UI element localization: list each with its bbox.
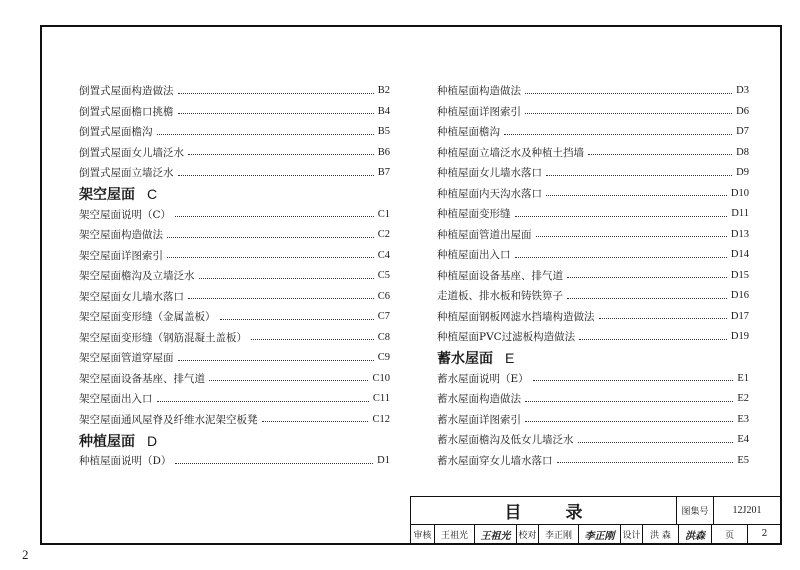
toc-entry[interactable] [437,389,749,410]
toc-entry[interactable] [437,204,749,225]
toc-entry-page: D17 [730,310,749,322]
section-title: 种植屋面 [79,433,135,450]
toc-entry[interactable] [437,307,749,328]
toc-entry-page: B2 [377,85,390,96]
toc-entry[interactable] [437,451,749,472]
dot-leader [588,154,732,155]
toc-entry-title: 种植屋面设备基座、排气道 [437,269,563,282]
toc-entry-title: 走道板、排水板和铸铁箅子 [437,290,563,302]
dot-leader [178,93,374,94]
dot-leader [599,318,727,319]
toc-entry-title: 种植屋面PVC过滤板构造做法 [437,331,576,343]
section-title: 蓄水屋面 [437,351,493,367]
toc-entry-title: 种植屋面说明（D） [79,455,172,467]
toc-entry-page: D8 [736,146,749,158]
toc-entry-page: D13 [730,228,749,240]
toc-entry-title: 架空屋面构造做法 [79,229,163,241]
dot-leader [167,237,374,238]
dot-leader [178,360,374,361]
toc-entry-title: 种植屋面管道出屋面 [437,228,532,241]
atlas-number: 12J201 [732,505,762,516]
document-title: 目录 [504,503,627,523]
toc-entry-title: 倒置式屋面檐沟 [79,126,153,138]
dot-leader [525,113,732,114]
dot-leader [567,277,727,278]
toc-entry-title: 蓄水屋面说明（E） [437,372,529,385]
toc-entry[interactable] [79,205,390,226]
dot-leader [567,298,727,299]
toc-entry-page: B6 [377,146,390,158]
toc-entry-page: C11 [372,393,390,404]
toc-entry-title: 种植屋面详图索引 [437,105,521,118]
toc-entry[interactable] [79,163,390,184]
toc-entry[interactable] [79,348,390,369]
section-code: C [147,186,158,202]
toc-entry-page: C5 [377,270,390,281]
toc-entry[interactable] [79,81,390,102]
toc-entry-page: E4 [737,434,749,445]
toc-entry-page: C12 [372,413,390,425]
toc-entry-title: 种植屋面女儿墙水落口 [437,167,542,179]
toc-entry-title: 种植屋面檐沟 [437,126,500,138]
dot-leader [515,216,728,217]
toc-entry-title: 蓄水屋面详图索引 [437,413,521,426]
toc-entry[interactable] [79,410,390,431]
page-number: 2 [22,547,29,562]
page-value: 2 [761,529,768,539]
review-label: 审核 [411,524,435,544]
dot-leader [178,113,374,114]
toc-entry-page: E5 [737,454,749,466]
toc-entry-title: 种植屋面钢板网滤水挡墙构造做法 [437,310,595,323]
toc-entry[interactable] [437,410,749,431]
section-heading [79,184,390,205]
check-label: 校对 [517,524,539,544]
dot-leader [262,421,369,422]
toc-entry[interactable] [79,122,390,143]
toc-entry-title: 倒置式屋面构造做法 [79,85,174,97]
toc-entry-page: D14 [730,249,749,260]
dot-leader [157,134,374,135]
toc-entry-title: 种植屋面变形缝 [437,208,511,220]
toc-entry[interactable] [437,225,749,246]
toc-entry[interactable] [79,451,390,472]
toc-entry-page: D6 [736,105,749,117]
toc-entry-page: E2 [737,393,749,404]
toc-entry-page: D3 [736,85,749,96]
toc-entry-title: 倒置式屋面女儿墙泛水 [79,146,184,159]
section-title: 架空屋面 [79,187,135,203]
dot-leader [157,401,369,402]
page-label: 页 [712,524,748,544]
toc-entry-page: D9 [736,167,749,178]
toc-entry-page: D7 [736,126,749,137]
dot-leader [536,236,727,237]
toc-entry[interactable] [437,266,749,287]
toc-entry[interactable] [79,307,390,328]
dot-leader [525,93,732,94]
checker-signature: 李正刚 [579,524,621,544]
designer-name: 洪 森 [643,524,679,544]
dot-leader [178,175,374,176]
reviewer-name: 王祖光 [435,524,475,544]
toc-entry-title: 架空屋面变形缝（钢筋混凝土盖板） [79,331,247,344]
toc-right-column [437,81,749,471]
toc-entry-title: 蓄水屋面穿女儿墙水落口 [437,454,553,467]
toc-entry-page: D11 [731,208,749,219]
toc-entry[interactable] [79,389,390,410]
toc-entry-page: B7 [377,167,390,178]
toc-entry[interactable] [437,327,749,348]
toc-entry[interactable] [79,102,390,123]
toc-entry-page: C6 [377,290,390,302]
toc-entry[interactable] [79,143,390,164]
section-code: E [505,350,515,366]
toc-entry-title: 架空屋面说明（C） [79,208,172,221]
toc-entry[interactable] [79,246,390,267]
toc-entry-page: D16 [730,290,749,301]
toc-entry[interactable] [437,430,749,451]
toc-entry-title: 架空屋面通风屋脊及纤维水泥架空板凳 [79,413,258,426]
toc-entry-page: C8 [377,331,390,343]
toc-entry-title: 种植屋面构造做法 [437,85,521,97]
dot-leader [175,463,373,464]
toc-entry[interactable] [437,122,749,143]
toc-entry-title: 架空屋面出入口 [79,393,153,405]
toc-entry-page: C4 [377,249,390,261]
toc-entry-title: 倒置式屋面立墙泛水 [79,167,174,179]
dot-leader [557,462,734,463]
toc-entry[interactable] [79,225,390,246]
toc-entry-page: D19 [730,331,749,342]
dot-leader [504,134,732,135]
toc-entry[interactable] [79,369,390,390]
section-heading [79,430,390,451]
design-label: 设计 [621,524,643,544]
toc-entry-page: E1 [737,372,749,384]
dot-leader [578,442,734,443]
toc-entry[interactable] [437,184,749,205]
dot-leader [546,195,727,196]
toc-entry-title: 蓄水屋面檐沟及低女儿墙泛水 [437,434,574,446]
dot-leader [209,380,368,381]
toc-entry-title: 架空屋面变形缝（金属盖板） [79,311,216,323]
dot-leader [220,319,374,320]
designer-signature: 洪森 [679,524,712,544]
toc-entry-page: D15 [730,269,749,281]
dot-leader [188,154,374,155]
toc-entry-title: 种植屋面立墙泛水及种植土挡墙 [437,146,584,159]
toc-entry-title: 种植屋面内天沟水落口 [437,187,542,200]
toc-entry-page: D10 [730,187,749,199]
toc-entry-title: 架空屋面管道穿屋面 [79,352,174,364]
toc-entry-page: C7 [377,311,390,322]
checker-name: 李正刚 [539,524,579,544]
toc-entry[interactable] [79,328,390,349]
toc-entry[interactable] [79,266,390,287]
dot-leader [525,401,733,402]
dot-leader [525,421,733,422]
toc-entry-title: 架空屋面檐沟及立墙泛水 [79,270,195,282]
toc-entry-page: C1 [377,208,390,220]
toc-entry-title: 架空屋面女儿墙水落口 [79,290,184,303]
toc-entry[interactable] [79,287,390,308]
toc-entry[interactable] [437,163,749,184]
dot-leader [533,380,734,381]
dot-leader [515,257,727,258]
dot-leader [546,175,732,176]
toc-entry[interactable] [437,286,749,307]
toc-entry-page: D1 [377,455,390,466]
toc-entry-page: B4 [377,105,390,117]
toc-entry[interactable] [437,245,749,266]
dot-leader [579,339,727,340]
toc-entry[interactable] [437,102,749,123]
toc-entry-page: E3 [737,413,749,425]
toc-entry-page: C2 [377,229,390,240]
dot-leader [251,339,374,340]
toc-entry-title: 架空屋面详图索引 [79,249,163,262]
toc-entry[interactable] [437,143,749,164]
toc-entry-title: 倒置式屋面檐口挑檐 [79,105,174,118]
toc-entry-title: 蓄水屋面构造做法 [437,393,521,405]
toc-entry-title: 种植屋面出入口 [437,249,511,261]
dot-leader [199,278,374,279]
dot-leader [188,298,374,299]
toc-entry[interactable] [437,81,749,102]
toc-entry-page: B5 [377,126,390,137]
atlas-number-label: 图集号 [676,497,714,524]
title-block [410,496,782,545]
reviewer-signature: 王祖光 [475,524,517,544]
toc-entry-title: 架空屋面设备基座、排气道 [79,372,205,385]
dot-leader [175,216,374,217]
toc-entry-page: C9 [377,352,390,363]
toc-entry-page: C10 [372,372,390,384]
dot-leader [167,257,374,258]
toc-left-column [79,81,390,472]
toc-entry[interactable] [437,369,749,390]
section-code: D [147,432,158,449]
section-heading [437,348,749,369]
